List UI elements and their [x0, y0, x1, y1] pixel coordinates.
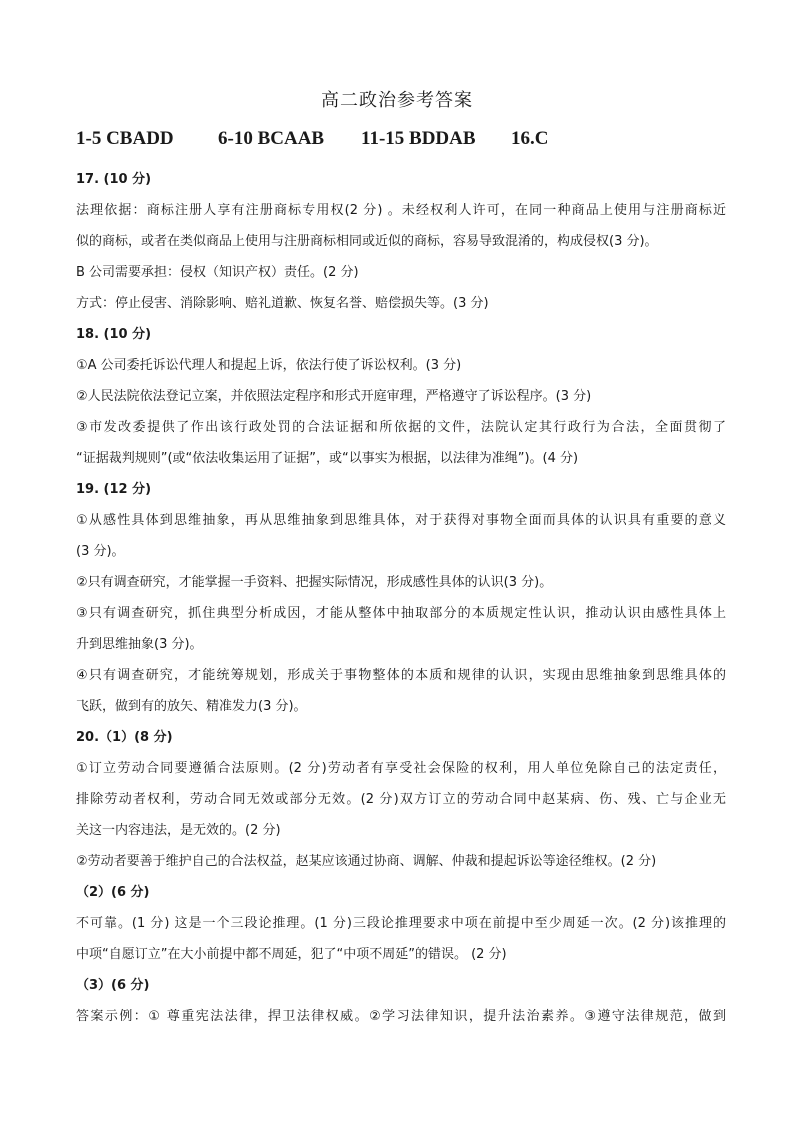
choice-answers-1-5: 1-5 CBADD [76, 128, 174, 149]
answer-line: 似的商标，或者在类似商品上使用与注册商标相同或近似的商标，容易导致混淆的，构成侵权(3 分)。 [76, 234, 658, 249]
answer-line: 不可靠。(1 分) 这是一个三段论推理。(1 分)三段论推理要求中项在前提中至少周延一次。(2 分)该推理的 [76, 916, 726, 931]
answer-line: ①从感性具体到思维抽象，再从思维抽象到思维具体，对于获得对事物全面而具体的认识具有重要的意义 [76, 513, 726, 528]
answer-line: 法理依据：商标注册人享有注册商标专用权(2 分) 。未经权利人许可，在同一种商品上使用与注册商标近 [76, 203, 726, 218]
choice-answers-11-15: 11-15 BDDAB [361, 128, 476, 149]
page-title: 高二政治参考答案 [321, 90, 473, 111]
answer-line: ②人民法院依法登记立案，并依照法定程序和形式开庭审理，严格遵守了诉讼程序。(3 分) [76, 389, 592, 404]
choice-answer-16: 16.C [511, 128, 549, 149]
answer-line: ②只有调查研究，才能掌握一手资料、把握实际情况，形成感性具体的认识(3 分)。 [76, 575, 553, 590]
question-heading: （3）(6 分) [76, 978, 150, 993]
question-heading: 18. (10 分) [76, 327, 152, 342]
answer-content [76, 164, 726, 1032]
answer-line: ①A 公司委托诉讼代理人和提起上诉，依法行使了诉讼权利。(3 分) [76, 358, 462, 373]
answer-line: 中项“自愿订立”在大小前提中都不周延，犯了“中项不周延”的错误。 (2 分) [76, 947, 507, 962]
answer-line: ④只有调查研究，才能统筹规划，形成关于事物整体的本质和规律的认识，实现由思维抽象到思维具体的 [76, 668, 726, 683]
question-heading: 17. (10 分) [76, 172, 152, 187]
question-heading: 20.（1）(8 分) [76, 730, 173, 745]
question-heading: 19. (12 分) [76, 482, 152, 497]
answer-line: 关这一内容违法，是无效的。(2 分) [76, 823, 281, 838]
answer-line: 升到思维抽象(3 分)。 [76, 637, 203, 652]
answer-line: 答案示例：① 尊重宪法法律，捍卫法律权威。②学习法律知识，提升法治素养。③遵守法律规范，做到 [76, 1009, 726, 1024]
answer-line: ②劳动者要善于维护自己的合法权益，赵某应该通过协商、调解、仲裁和提起诉讼等途径维权。(2 分) [76, 854, 657, 869]
answer-line: 排除劳动者权利，劳动合同无效或部分无效。(2 分)双方订立的劳动合同中赵某病、伤、残、亡与企业无 [76, 792, 726, 807]
answer-line: (3 分)。 [76, 544, 125, 559]
question-heading: （2）(6 分) [76, 885, 150, 900]
answer-line: ③市发改委提供了作出该行政处罚的合法证据和所依据的文件，法院认定其行政行为合法，全面贯彻了 [76, 420, 726, 435]
answer-line: ①订立劳动合同要遵循合法原则。(2 分)劳动者有享受社会保险的权利，用人单位免除自己的法定责任， [76, 761, 726, 776]
choice-answers-6-10: 6-10 BCAAB [218, 128, 325, 149]
answer-line: B 公司需要承担：侵权（知识产权）责任。(2 分) [76, 265, 359, 280]
answer-line: 方式：停止侵害、消除影响、赔礼道歉、恢复名誉、赔偿损失等。(3 分) [76, 296, 489, 311]
answer-line: 飞跃，做到有的放矢、精准发力(3 分)。 [76, 699, 307, 714]
answer-line: “证据裁判规则”(或“依法收集运用了证据”，或“以事实为根据，以法律为准绳”)。(4 分) [76, 451, 579, 466]
answer-line: ③只有调查研究，抓住典型分析成因，才能从整体中抽取部分的本质规定性认识，推动认识由感性具体上 [76, 606, 726, 621]
